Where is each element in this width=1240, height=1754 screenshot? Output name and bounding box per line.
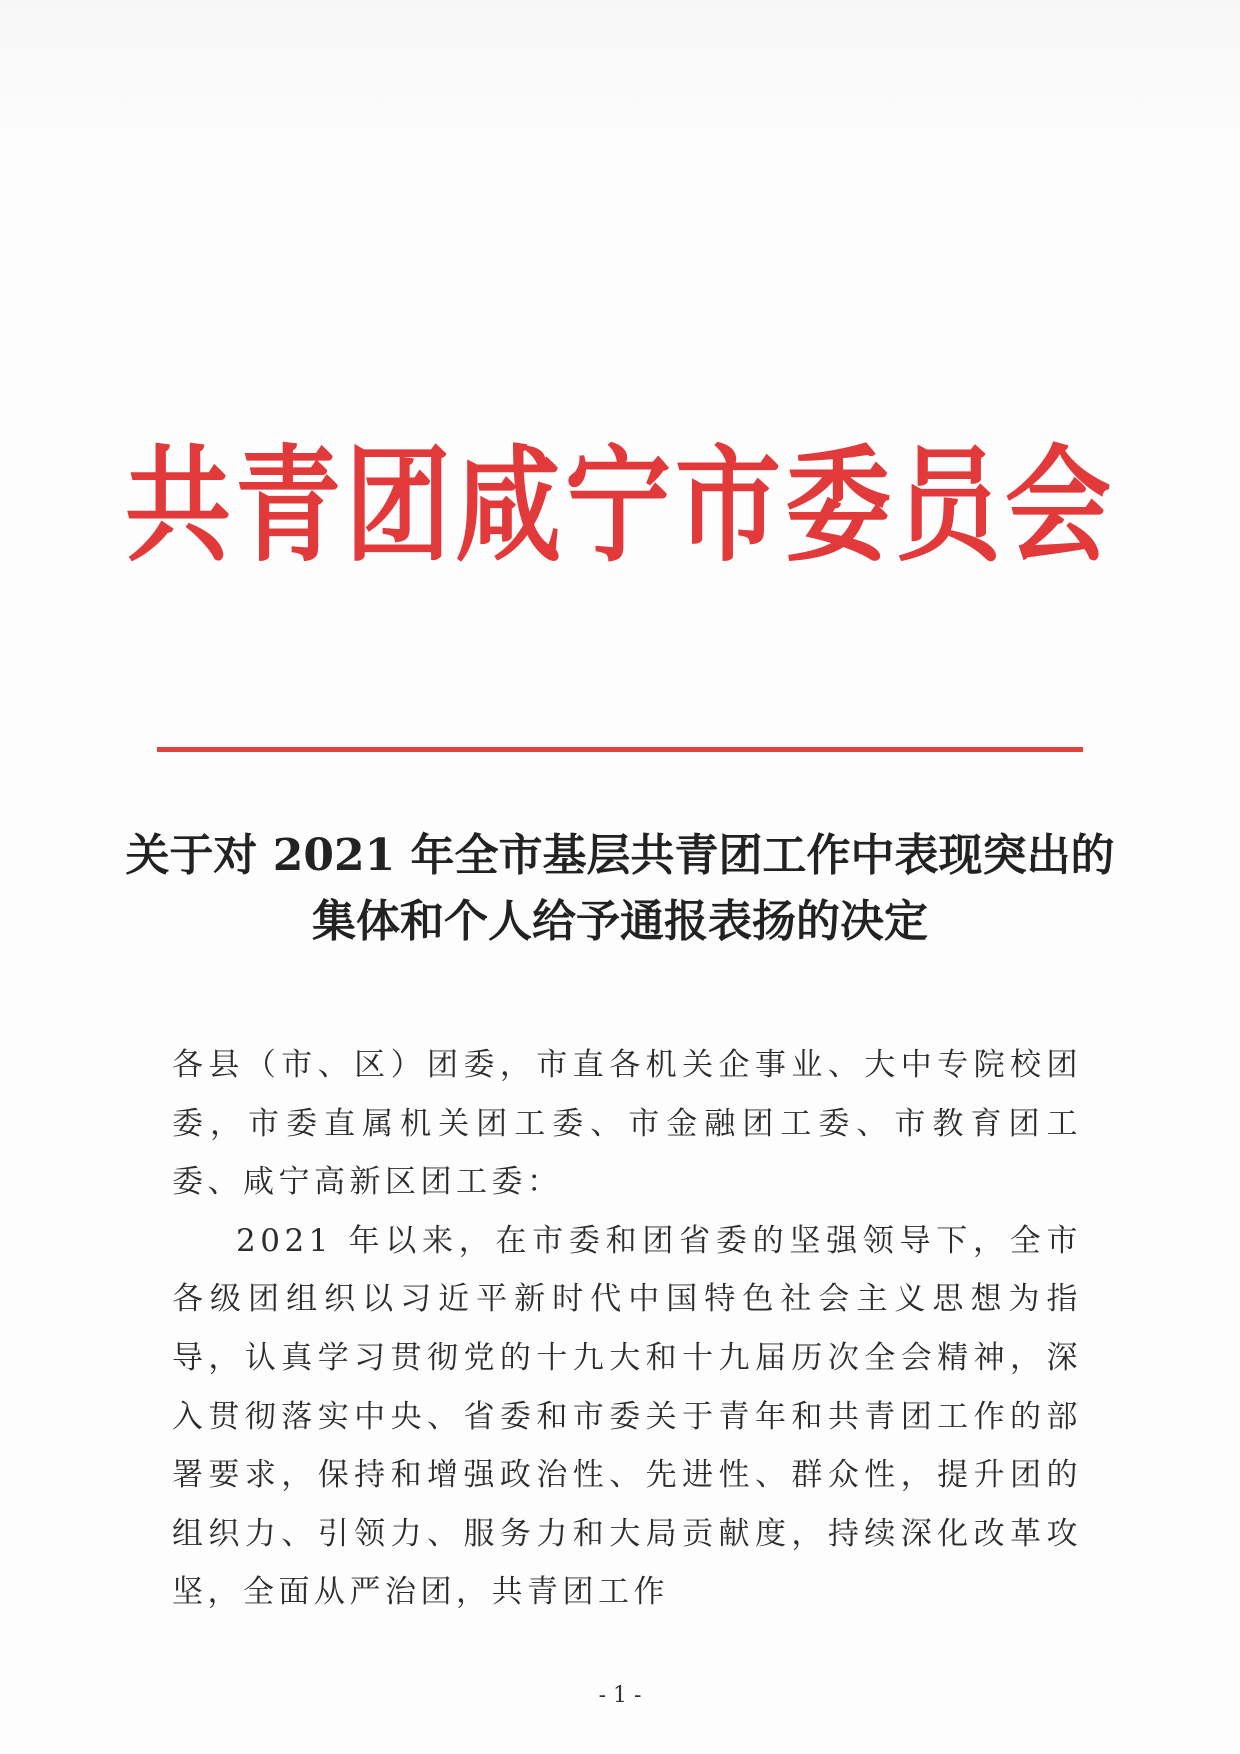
body-paragraph-1: 2021 年以来，在市委和团省委的坚强领导下，全市各级团组织以习近平新时代中国特色社会主义思想为指导，认真学习贯彻党的十九大和十九届历次全会精神，深入贯彻落实中央、省委和市委关于青年和共青团工作的部署要求，保持和增强政治性、先进性、群众性，提升团的组织力、引领力、服务力和大局贡献度，持续深化改革攻坚，全面从严治团，共青团工作	[172, 1222, 1082, 1611]
document-title-line-1: 关于对 2021 年全市基层共青团工作中表现突出的	[125, 830, 1115, 881]
page-number: - 1 -	[598, 1683, 642, 1708]
letterhead-red-divider	[157, 747, 1083, 752]
document-body	[172, 1036, 1082, 1622]
addressee-paragraph: 各县（市、区）团委，市直各机关企事业、大中专院校团委，市委直属机关团工委、市金融团工委、市教育团工委、咸宁高新区团工委：	[172, 1047, 1082, 1201]
page-top-edge	[0, 0, 1240, 168]
document-title	[0, 823, 1240, 955]
document-title-line-2: 集体和个人给予通报表扬的决定	[312, 896, 928, 947]
letterhead-organization-name: 共青团咸宁市委员会	[125, 433, 1115, 579]
